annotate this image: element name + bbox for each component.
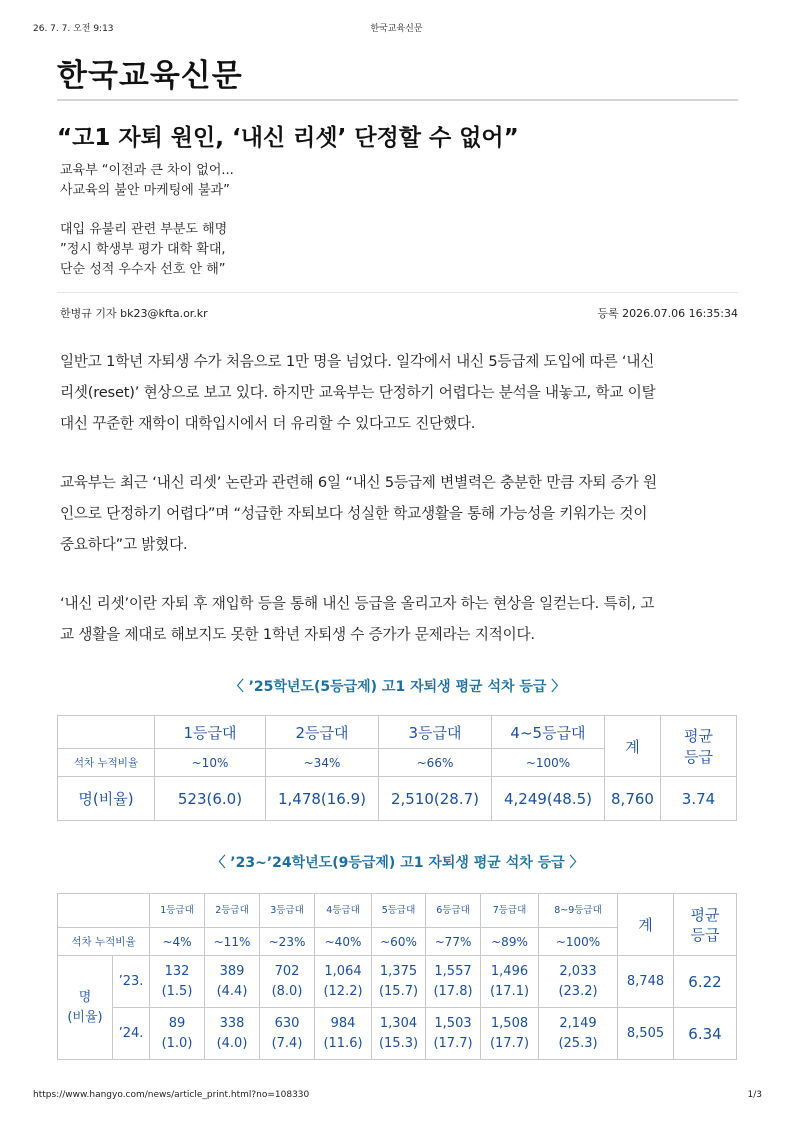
value-cell: [481, 1008, 539, 1060]
value-cell: 4,249(48.5): [492, 777, 605, 821]
avg-cell: 6.34: [674, 1008, 737, 1060]
grade-header: 7등급대: [481, 894, 539, 928]
grade-header: 4등급대: [315, 894, 372, 928]
count-value: 630: [274, 1015, 300, 1031]
ratio-value: (17.1): [489, 983, 530, 999]
avg-cell: 6.22: [674, 956, 737, 1008]
count-value: 89: [168, 1015, 186, 1031]
ratio-cell: ~100%: [539, 928, 618, 956]
avg-header-line: 평균: [690, 905, 720, 924]
ratio-cell: ~10%: [155, 749, 266, 777]
total-cell: 8,505: [618, 1008, 674, 1060]
ratio-cell: ~89%: [481, 928, 539, 956]
table1-grade-distribution: [57, 715, 737, 821]
paragraph-line: 교육부는 최근 ‘내신 리셋’ 논란과 관련해 6일 “내신 5등급제 변별력은 충분한 만큼 자퇴 증가 원: [60, 474, 657, 491]
subhead-line: 사교육의 불안 마케팅에 불과”: [60, 183, 230, 198]
count-value: 984: [330, 1015, 356, 1031]
ratio-value: (1.0): [161, 1035, 193, 1051]
ratio-value: (17.7): [489, 1035, 530, 1051]
value-cell: [150, 956, 205, 1008]
paragraph-line: 중요하다”고 밝혔다.: [60, 536, 188, 553]
value-cell: [205, 1008, 260, 1060]
value-cell: [315, 1008, 372, 1060]
year-cell: ’23.: [113, 956, 150, 1008]
print-datetime: 26. 7. 7. 오전 9:13: [33, 24, 114, 34]
grade-header: 5등급대: [372, 894, 426, 928]
row-label: 명(비율): [58, 777, 155, 821]
total-cell: 8,748: [618, 956, 674, 1008]
count-value: 2,149: [559, 1015, 597, 1031]
row-label-line: 명: [78, 989, 92, 1005]
table2-title: 〈 ’23~’24학년도(9등급제) 고1 자퇴생 평균 석차 등급 〉: [211, 855, 584, 871]
table1-title: 〈 ’25학년도(5등급제) 고1 자퇴생 평균 석차 등급 〉: [229, 679, 566, 695]
paragraph-line: 리셋(reset)’ 현상으로 보고 있다. 하지만 교육부는 단정하기 어렵다는 분석을 내놓고, 학교 이탈: [60, 384, 656, 401]
count-value: 702: [274, 963, 300, 979]
count-value: 389: [219, 963, 245, 979]
count-value: 132: [164, 963, 190, 979]
count-value: 338: [219, 1015, 245, 1031]
total-header: 계: [605, 716, 661, 777]
value-cell: 2,510(28.7): [379, 777, 492, 821]
value-cell: [372, 1008, 426, 1060]
table2-grade-distribution: [57, 893, 737, 1060]
subhead-1: [60, 161, 234, 201]
print-url: https://www.hangyo.com/news/article_print.html?no=108330: [33, 1090, 310, 1100]
byline: 한병규 기자 bk23@kfta.or.kr: [60, 307, 208, 320]
paragraph-line: 인으로 단정하기 어렵다”며 “성급한 자퇴보다 성실한 학교생활을 통해 가능성을 키워가는 것이: [60, 505, 648, 522]
newspaper-logo: 한국교육신문: [57, 58, 243, 94]
grade-header: 3등급대: [260, 894, 315, 928]
ratio-label: 석차 누적비율: [58, 749, 155, 777]
value-cell: [539, 956, 618, 1008]
subhead-line: 교육부 “이전과 큰 차이 없어...: [60, 163, 234, 178]
value-cell: [260, 1008, 315, 1060]
paragraph-line: ‘내신 리셋’이란 자퇴 후 재입학 등을 통해 내신 등급을 올리고자 하는 현상을 일컫는다. 특히, 고: [60, 595, 655, 612]
ratio-cell: ~4%: [150, 928, 205, 956]
count-value: 1,508: [490, 1015, 529, 1031]
count-value: 1,557: [434, 963, 472, 979]
article-paragraph: [60, 588, 741, 650]
grade-header: 6등급대: [426, 894, 481, 928]
ratio-cell: ~23%: [260, 928, 315, 956]
ratio-cell: ~60%: [372, 928, 426, 956]
year-cell: ’24.: [113, 1008, 150, 1060]
ratio-value: (1.5): [161, 983, 193, 999]
ratio-cell: ~40%: [315, 928, 372, 956]
value-cell: [315, 956, 372, 1008]
count-value: 1,375: [379, 963, 418, 979]
count-value: 1,064: [324, 963, 362, 979]
ratio-label: 석차 누적비율: [58, 928, 150, 956]
grade-header: 2등급대: [266, 716, 379, 749]
count-value: 2,033: [559, 963, 597, 979]
grade-header: 3등급대: [379, 716, 492, 749]
ratio-value: (8.0): [271, 983, 303, 999]
print-site-name: 한국교육신문: [370, 24, 423, 34]
subhead-2: [60, 220, 227, 280]
ratio-cell: ~77%: [426, 928, 481, 956]
ratio-value: (17.7): [433, 1035, 473, 1051]
ratio-cell: ~11%: [205, 928, 260, 956]
avg-header-line: 등급: [684, 748, 713, 766]
grade-header: 2등급대: [205, 894, 260, 928]
subhead-line: ”정시 학생부 평가 대학 확대,: [60, 242, 226, 257]
article-headline: “고1 자퇴 원인, ‘내신 리셋’ 단정할 수 없어”: [57, 125, 519, 151]
value-cell: [260, 956, 315, 1008]
value-cell: [372, 956, 426, 1008]
ratio-value: (7.4): [271, 1035, 303, 1051]
avg-header-line: 평균: [684, 727, 713, 745]
masthead-divider: [57, 99, 738, 101]
avg-grade-header: [661, 716, 737, 777]
ratio-cell: ~100%: [492, 749, 605, 777]
paragraph-line: 교 생활을 제대로 해보지도 못한 1학년 자퇴생 수 증가가 문제라는 지적이다.: [60, 626, 535, 643]
grade-header: 8~9등급대: [539, 894, 618, 928]
registered-date: 등록 2026.07.06 16:35:34: [597, 307, 738, 320]
ratio-value: (15.7): [378, 983, 419, 999]
value-cell: [539, 1008, 618, 1060]
count-value: 1,304: [379, 1015, 418, 1031]
ratio-value: (25.3): [558, 1035, 598, 1051]
paragraph-line: 일반고 1학년 자퇴생 수가 처음으로 1만 명을 넘었다. 일각에서 내신 5등급제 도입에 따른 ‘내신: [60, 353, 655, 370]
meta-divider: [57, 292, 738, 293]
ratio-value: (23.2): [558, 983, 598, 999]
ratio-value: (4.4): [216, 983, 248, 999]
subhead-line: 대입 유불리 관련 부분도 해명: [60, 222, 228, 237]
ratio-cell: ~34%: [266, 749, 379, 777]
row-label: [58, 956, 113, 1060]
ratio-value: (17.8): [433, 983, 473, 999]
row-label-line: (비율): [67, 1009, 103, 1025]
article-paragraph: [60, 467, 741, 560]
paragraph-line: 대신 꾸준한 재학이 대학입시에서 더 유리할 수 있다고도 진단했다.: [60, 415, 476, 432]
avg-header-line: 등급: [690, 925, 720, 944]
total-cell: 8,760: [605, 777, 661, 821]
avg-grade-header: [674, 894, 737, 956]
grade-header: 4~5등급대: [492, 716, 605, 749]
ratio-value: (15.3): [378, 1035, 419, 1051]
corner-cell: [58, 716, 155, 749]
grade-header: 1등급대: [150, 894, 205, 928]
ratio-value: (11.6): [323, 1035, 363, 1051]
page-number: 1/3: [747, 1090, 762, 1100]
corner-cell: [58, 894, 150, 928]
value-cell: [426, 1008, 481, 1060]
ratio-cell: ~66%: [379, 749, 492, 777]
value-cell: 523(6.0): [155, 777, 266, 821]
subhead-line: 단순 성적 우수자 선호 안 해”: [60, 262, 226, 277]
value-cell: [150, 1008, 205, 1060]
ratio-value: (4.0): [216, 1035, 248, 1051]
grade-header: 1등급대: [155, 716, 266, 749]
value-cell: [481, 956, 539, 1008]
total-header: 계: [618, 894, 674, 956]
count-value: 1,503: [434, 1015, 472, 1031]
value-cell: [205, 956, 260, 1008]
value-cell: 1,478(16.9): [266, 777, 379, 821]
avg-cell: 3.74: [661, 777, 737, 821]
ratio-value: (12.2): [323, 983, 363, 999]
value-cell: [426, 956, 481, 1008]
article-paragraph: [60, 346, 741, 439]
count-value: 1,496: [490, 963, 529, 979]
